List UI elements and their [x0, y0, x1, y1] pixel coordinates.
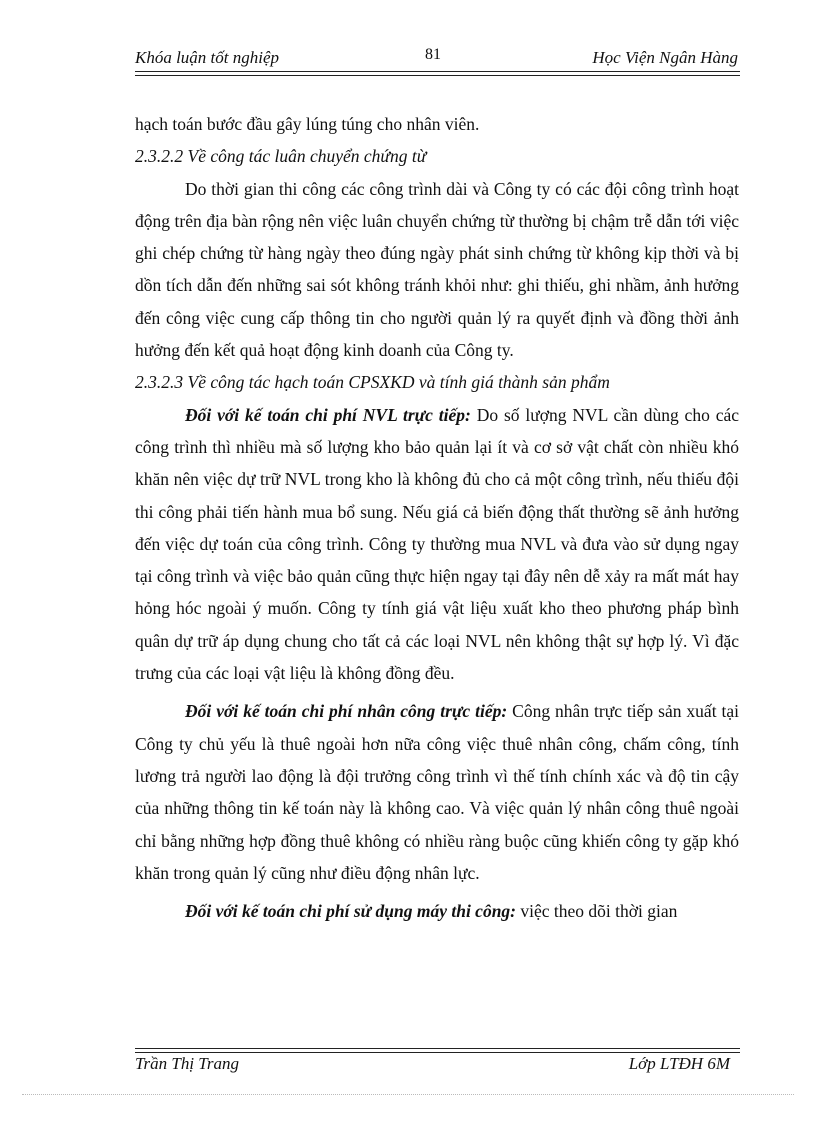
footer-author: Trần Thị Trang: [135, 1054, 239, 1073]
page-header: [135, 46, 740, 70]
section-heading-2-3-2-3: 2.3.2.3 Về công tác hạch toán CPSXKD và tính giá thành sản phẩm: [135, 372, 610, 393]
paragraph-labor-cost: [135, 695, 739, 889]
header-thesis-label: Khóa luận tốt nghiệp: [135, 48, 280, 67]
paragraph-continuation: hạch toán bước đầu gây lúng túng cho nhân viên.: [135, 114, 480, 134]
paragraph-text-labor-cost: Công nhân trực tiếp sản xuất tại Công ty chủ yếu là thuê ngoài hơn nữa công việc thuê nhân công, chấm công, tính lương trả người lao động là đội trưởng công trình vì thế tính chính xác và độ tin cậy của những thông tin kế toán này là không cao. Và việc quản lý nhân công thuê ngoài chỉ bằng những hợp đồng thuê không có nhiều ràng buộc cũng khiến công ty gặp khó khăn trong quản lý cũng như điều động nhân lực.: [135, 701, 740, 883]
page-number: 81: [425, 46, 441, 63]
footer-class: Lớp LTĐH 6M: [628, 1054, 730, 1073]
footer-rule: [135, 1048, 740, 1053]
page-edge-border: [22, 1094, 794, 1095]
section-heading-2-3-2-2: 2.3.2.2 Về công tác luân chuyển chứng từ: [135, 146, 427, 167]
header-rule: [135, 71, 740, 76]
paragraph-text-machine-cost: việc theo dõi thời gian: [516, 901, 678, 922]
paragraph-lead-material-cost: Đối với kế toán chi phí NVL trực tiếp:: [185, 404, 471, 425]
paragraph-document-circulation: Do thời gian thi công các công trình dài và Công ty có các đội công trình hoạt động trên địa bàn rộng nên việc luân chuyển chứng từ thường bị chậm trễ dẫn tới việc ghi chép chứng từ hàng ngày theo đúng ngày phát sinh chứng từ không kịp thời và bị dồn tích dẫn đến những sai sót không tránh khỏi như: ghi thiếu, ghi nhầm, ảnh hưởng đến công việc cung cấp thông tin cho người quản lý ra quyết định và đồng thời ảnh hưởng đến kết quả hoạt động kinh doanh của Công ty.: [135, 178, 739, 361]
paragraph-text-material-cost: Do số lượng NVL cần dùng cho các công trình thì nhiều mà số lượng kho bảo quản lại ít và cơ sở vật chất còn nhiều khó khăn nên việc dự trữ NVL trong kho là không đủ cho cả một công trình, nếu thiếu đội thi công phải tiến hành mua bổ sung. Nếu giá cả biến động thất thường sẽ ảnh hưởng đến việc dự toán của công trình. Công ty thường mua NVL và đưa vào sử dụng ngay tại công trình và việc bảo quản cũng thực hiện ngay tại đây nên dễ xảy ra mất mát hay hỏng hóc ngoài ý muốn. Công ty tính giá vật liệu xuất kho theo phương pháp bình quân dự trữ áp dụng chung cho tất cả các loại NVL nên không thật sự hợp lý. Vì đặc trưng của các loại vật liệu là không đồng đều.: [135, 404, 739, 684]
paragraph-machine-cost: [135, 895, 739, 927]
header-institution: Học Viện Ngân Hàng: [592, 48, 738, 67]
paragraph-lead-labor-cost: Đối với kế toán chi phí nhân công trực tiếp:: [185, 701, 508, 722]
document-body: [135, 108, 739, 927]
paragraph-material-cost: [135, 399, 739, 690]
paragraph-lead-machine-cost: Đối với kế toán chi phí sử dụng máy thi công:: [185, 901, 517, 922]
